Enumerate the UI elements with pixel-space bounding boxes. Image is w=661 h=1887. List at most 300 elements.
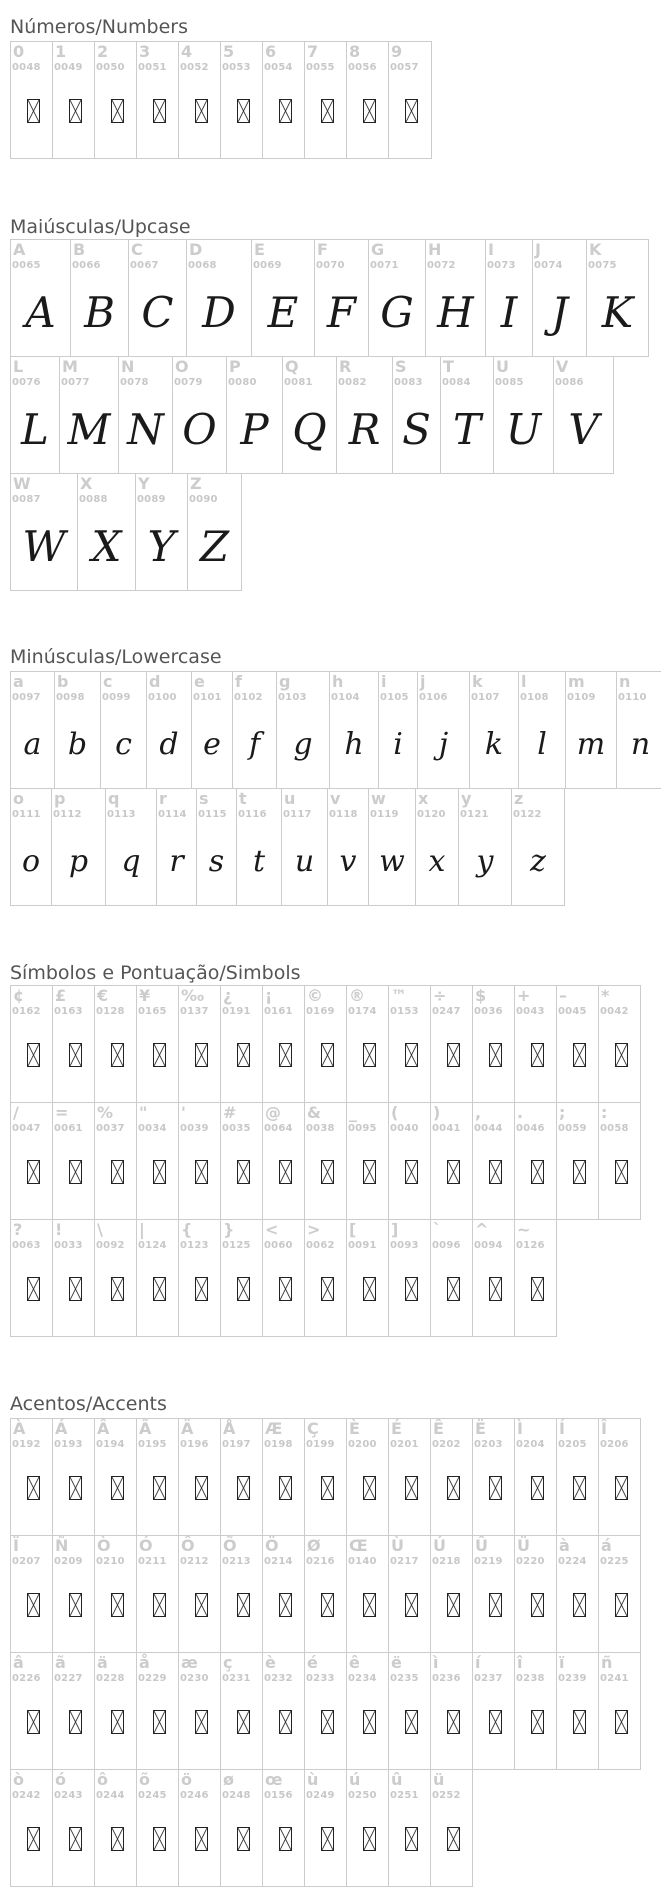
missing-glyph-icon [237, 1593, 250, 1617]
glyph-row [10, 671, 661, 788]
glyph-character-label: á [601, 1536, 612, 1555]
missing-glyph-icon [279, 1277, 292, 1301]
glyph-character-label: Ê [433, 1419, 444, 1438]
glyph-character-label: = [55, 1103, 69, 1122]
glyph-character-label: Ö [265, 1536, 279, 1555]
glyph-cell [262, 1769, 305, 1887]
missing-glyph-icon [153, 1043, 166, 1067]
glyph-code-label: 0246 [180, 1790, 209, 1801]
glyph-character-label: : [601, 1103, 608, 1122]
glyph-cell [329, 671, 379, 789]
glyph-cell [220, 1102, 263, 1220]
missing-glyph-icon [27, 1476, 40, 1500]
glyph-character-label: F [317, 240, 328, 259]
glyph-character-label: ¿ [223, 986, 233, 1005]
glyph-row [10, 985, 640, 1102]
missing-glyph-icon [27, 1043, 40, 1067]
glyph-character-label: ¡ [265, 986, 273, 1005]
missing-glyph-icon [363, 1476, 376, 1500]
glyph-sample: q [121, 843, 141, 879]
glyph-character-label: ÷ [433, 986, 447, 1005]
glyph-code-label: 0066 [72, 260, 101, 271]
glyph-code-label: 0243 [54, 1790, 83, 1801]
glyph-cell [378, 671, 418, 789]
glyph-code-label: 0040 [390, 1123, 419, 1134]
glyph-sample: F [326, 287, 357, 337]
glyph-character-label: @ [265, 1103, 281, 1122]
missing-glyph-icon [69, 1827, 82, 1851]
missing-glyph-icon [69, 1043, 82, 1067]
missing-glyph-icon [195, 1160, 208, 1184]
missing-glyph-icon [405, 1160, 418, 1184]
glyph-cell [51, 788, 106, 906]
glyph-cell [262, 1535, 305, 1653]
glyph-cell [304, 41, 347, 159]
missing-glyph-icon [153, 99, 166, 123]
glyph-code-label: 0161 [264, 1006, 293, 1017]
glyph-code-label: 0232 [264, 1673, 293, 1684]
glyph-character-label: û [391, 1770, 403, 1789]
glyph-code-label: 0234 [348, 1673, 377, 1684]
section-title-accents: Acentos/Accents [10, 1392, 167, 1415]
glyph-code-label: 0048 [12, 62, 41, 73]
glyph-code-label: 0125 [222, 1240, 251, 1251]
glyph-code-label: 0108 [520, 692, 549, 703]
glyph-character-label: K [589, 240, 602, 259]
glyph-code-label: 0169 [306, 1006, 335, 1017]
glyph-character-label: G [371, 240, 385, 259]
glyph-code-label: 0235 [390, 1673, 419, 1684]
glyph-code-label: 0089 [137, 494, 166, 505]
glyph-code-label: 0098 [56, 692, 85, 703]
glyph-character-label: + [517, 986, 531, 1005]
glyph-code-label: 0081 [284, 377, 313, 388]
glyph-code-label: 0039 [180, 1123, 209, 1134]
glyph-code-label: 0218 [432, 1556, 461, 1567]
glyph-code-label: 0099 [102, 692, 131, 703]
missing-glyph-icon [363, 1593, 376, 1617]
glyph-cell [10, 356, 60, 474]
glyph-cell [598, 1652, 641, 1770]
glyph-cell [472, 1652, 515, 1770]
missing-glyph-icon [237, 1277, 250, 1301]
glyph-character-label: > [307, 1220, 321, 1239]
glyph-character-label: n [619, 672, 631, 691]
glyph-character-label: 9 [391, 42, 403, 61]
glyph-cell [226, 356, 283, 474]
glyph-cell [236, 788, 282, 906]
glyph-cell [136, 1219, 179, 1337]
glyph-sample: J [551, 287, 568, 337]
glyph-cell [388, 1535, 431, 1653]
glyph-character-label: ô [97, 1770, 108, 1789]
glyph-code-label: 0047 [12, 1123, 41, 1134]
section-title-symbols: Símbolos e Pontuação/Simbols [10, 961, 301, 984]
glyph-cell [327, 788, 369, 906]
glyph-character-label: Ç [307, 1419, 319, 1438]
missing-glyph-icon [27, 1710, 40, 1734]
glyph-cell [94, 985, 137, 1103]
glyph-character-label: ® [349, 986, 365, 1005]
glyph-cell [430, 1418, 473, 1536]
glyph-cell [598, 1418, 641, 1536]
glyph-cell [10, 985, 53, 1103]
glyph-cell [136, 1652, 179, 1770]
glyph-character-label: \ [97, 1220, 103, 1239]
glyph-cell [586, 239, 649, 357]
glyph-code-label: 0247 [432, 1006, 461, 1017]
missing-glyph-icon [447, 1827, 460, 1851]
glyph-cell [304, 1102, 347, 1220]
glyph-character-label: ~ [517, 1220, 531, 1239]
glyph-cell [156, 788, 197, 906]
glyph-character-label: A [13, 240, 26, 259]
glyph-character-label: Û [475, 1536, 488, 1555]
glyph-sample: n [630, 726, 651, 762]
missing-glyph-icon [153, 1710, 166, 1734]
glyph-row [10, 1418, 640, 1535]
glyph-cell [388, 1418, 431, 1536]
missing-glyph-icon [321, 1593, 334, 1617]
missing-glyph-icon [69, 1476, 82, 1500]
glyph-sample: G [380, 287, 414, 337]
glyph-character-label: c [103, 672, 113, 691]
glyph-code-label: 0245 [138, 1790, 167, 1801]
glyph-character-label: v [330, 789, 341, 808]
glyph-cell [388, 1769, 431, 1887]
glyph-cell [94, 41, 137, 159]
glyph-cell [232, 671, 277, 789]
glyph-cell [262, 1219, 305, 1337]
missing-glyph-icon [111, 1827, 124, 1851]
glyph-code-label: 0120 [417, 809, 446, 820]
glyph-code-label: 0198 [264, 1439, 293, 1450]
glyph-cell [556, 1418, 599, 1536]
glyph-code-label: 0095 [348, 1123, 377, 1134]
glyph-sample: c [115, 726, 132, 762]
glyph-character-label: R [339, 357, 352, 376]
glyph-code-label: 0121 [460, 809, 489, 820]
glyph-cell [178, 1535, 221, 1653]
glyph-cell [262, 1652, 305, 1770]
missing-glyph-icon [531, 1277, 544, 1301]
glyph-cell [388, 1219, 431, 1337]
missing-glyph-icon [279, 1043, 292, 1067]
glyph-code-label: 0042 [600, 1006, 629, 1017]
glyph-character-label: Î [601, 1419, 607, 1438]
glyph-cell [304, 1418, 347, 1536]
glyph-character-label: Õ [223, 1536, 237, 1555]
glyph-code-label: 0113 [107, 809, 136, 820]
glyph-sample: p [68, 843, 89, 879]
glyph-code-label: 0201 [390, 1439, 419, 1450]
missing-glyph-icon [405, 1593, 418, 1617]
glyph-character-label: M [62, 357, 78, 376]
glyph-code-label: 0054 [264, 62, 293, 73]
glyph-cell [52, 1535, 95, 1653]
glyph-cell [262, 41, 305, 159]
glyph-code-label: 0111 [12, 809, 41, 820]
missing-glyph-icon [531, 1476, 544, 1500]
glyph-sample: W [22, 521, 66, 571]
glyph-code-label: 0231 [222, 1673, 251, 1684]
glyph-character-label: ç [223, 1653, 233, 1672]
glyph-sample: S [402, 404, 431, 454]
glyph-sample: i [393, 726, 403, 762]
glyph-cell [598, 1535, 641, 1653]
glyph-cell [493, 356, 554, 474]
glyph-cell [220, 41, 263, 159]
missing-glyph-icon [363, 1160, 376, 1184]
missing-glyph-icon [573, 1593, 586, 1617]
missing-glyph-icon [69, 1277, 82, 1301]
glyph-character-label: I [488, 240, 494, 259]
glyph-code-label: 0117 [283, 809, 312, 820]
glyph-character-label: à [559, 1536, 570, 1555]
missing-glyph-icon [279, 1160, 292, 1184]
missing-glyph-icon [195, 99, 208, 123]
glyph-code-label: 0055 [306, 62, 335, 73]
missing-glyph-icon [237, 1710, 250, 1734]
glyph-code-label: 0214 [264, 1556, 293, 1567]
glyph-character-label: ! [55, 1220, 63, 1239]
glyph-code-label: 0094 [474, 1240, 503, 1251]
glyph-code-label: 0103 [278, 692, 307, 703]
glyph-code-label: 0065 [12, 260, 41, 271]
glyph-code-label: 0116 [238, 809, 267, 820]
glyph-cell [616, 671, 661, 789]
glyph-code-label: 0163 [54, 1006, 83, 1017]
glyph-cell [10, 788, 52, 906]
glyph-code-label: 0045 [558, 1006, 587, 1017]
glyph-code-label: 0096 [432, 1240, 461, 1251]
glyph-code-label: 0051 [138, 62, 167, 73]
glyph-code-label: 0162 [12, 1006, 41, 1017]
glyph-sample: B [84, 287, 115, 337]
glyph-code-label: 0126 [516, 1240, 545, 1251]
glyph-character-label: % [97, 1103, 114, 1122]
glyph-character-label: Ì [517, 1419, 523, 1438]
glyph-cell [388, 1102, 431, 1220]
missing-glyph-icon [27, 1277, 40, 1301]
glyph-code-label: 0153 [390, 1006, 419, 1017]
glyph-cell [565, 671, 617, 789]
glyph-character-label: À [13, 1419, 26, 1438]
glyph-cell [336, 356, 393, 474]
glyph-character-label: Ù [391, 1536, 404, 1555]
glyph-cell [514, 1219, 557, 1337]
glyph-sample: y [476, 843, 494, 879]
glyph-cell [135, 473, 188, 591]
glyph-cell [118, 356, 173, 474]
glyph-character-label: ) [433, 1103, 441, 1122]
glyph-cell [178, 1769, 221, 1887]
glyph-cell [10, 1418, 53, 1536]
glyph-character-label: € [97, 986, 109, 1005]
glyph-character-label: Ü [517, 1536, 530, 1555]
glyph-code-label: 0085 [495, 377, 524, 388]
missing-glyph-icon [363, 1277, 376, 1301]
glyph-cell [415, 788, 459, 906]
glyph-code-label: 0071 [370, 260, 399, 271]
glyph-cell [388, 985, 431, 1103]
glyph-cell [304, 985, 347, 1103]
glyph-character-label: ò [13, 1770, 24, 1789]
glyph-character-label: [ [349, 1220, 357, 1239]
missing-glyph-icon [321, 1160, 334, 1184]
missing-glyph-icon [153, 1593, 166, 1617]
glyph-code-label: 0052 [180, 62, 209, 73]
glyph-cell [52, 1102, 95, 1220]
glyph-character-label: N [121, 357, 135, 376]
glyph-character-label: å [139, 1653, 150, 1672]
missing-glyph-icon [615, 1160, 628, 1184]
missing-glyph-icon [237, 1043, 250, 1067]
missing-glyph-icon [615, 1043, 628, 1067]
missing-glyph-icon [531, 1710, 544, 1734]
missing-glyph-icon [27, 1593, 40, 1617]
glyph-character-label: ú [349, 1770, 361, 1789]
glyph-code-label: 0100 [148, 692, 177, 703]
glyph-cell [52, 1418, 95, 1536]
glyph-code-label: 0046 [516, 1123, 545, 1134]
glyph-cell [178, 1418, 221, 1536]
glyph-cell [10, 1102, 53, 1220]
glyph-code-label: 0087 [12, 494, 41, 505]
glyph-code-label: 0238 [516, 1673, 545, 1684]
glyph-cell [388, 1652, 431, 1770]
glyph-cell [282, 356, 337, 474]
glyph-code-label: 0101 [193, 692, 222, 703]
glyph-cell [553, 356, 614, 474]
glyph-code-label: 0250 [348, 1790, 377, 1801]
glyph-cell [304, 1652, 347, 1770]
glyph-character-label: w [371, 789, 386, 808]
glyph-cell [187, 473, 242, 591]
glyph-code-label: 0174 [348, 1006, 377, 1017]
glyph-cell [59, 356, 119, 474]
glyph-character-label: J [535, 240, 541, 259]
missing-glyph-icon [489, 1043, 502, 1067]
glyph-character-label: P [229, 357, 241, 376]
glyph-cell [220, 1769, 263, 1887]
glyph-code-label: 0062 [306, 1240, 335, 1251]
glyph-sample: O [182, 404, 217, 454]
glyph-code-label: 0049 [54, 62, 83, 73]
glyph-sample: f [248, 726, 261, 762]
glyph-code-label: 0206 [600, 1439, 629, 1450]
glyph-code-label: 0053 [222, 62, 251, 73]
glyph-cell [598, 1102, 641, 1220]
missing-glyph-icon [447, 1710, 460, 1734]
glyph-cell [346, 1769, 389, 1887]
glyph-cell [10, 239, 71, 357]
glyph-code-label: 0067 [130, 260, 159, 271]
glyph-cell [472, 985, 515, 1103]
glyph-code-label: 0115 [198, 809, 227, 820]
glyph-code-label: 0216 [306, 1556, 335, 1567]
glyph-code-label: 0156 [264, 1790, 293, 1801]
glyph-character-label: E [254, 240, 265, 259]
glyph-code-label: 0072 [427, 260, 456, 271]
glyph-cell [346, 1652, 389, 1770]
missing-glyph-icon [195, 1277, 208, 1301]
glyph-code-label: 0060 [264, 1240, 293, 1251]
missing-glyph-icon [489, 1593, 502, 1617]
missing-glyph-icon [489, 1710, 502, 1734]
glyph-code-label: 0239 [558, 1673, 587, 1684]
glyph-character-label: k [472, 672, 483, 691]
glyph-sample: r [169, 843, 184, 879]
glyph-code-label: 0044 [474, 1123, 503, 1134]
glyph-cell [425, 239, 486, 357]
glyph-character-label: ù [307, 1770, 319, 1789]
glyph-code-label: 0114 [158, 809, 187, 820]
glyph-code-label: 0194 [96, 1439, 125, 1450]
glyph-character-label: ë [391, 1653, 402, 1672]
glyph-character-label: ‰ [181, 986, 205, 1005]
glyph-character-label: X [80, 474, 93, 493]
glyph-code-label: 0038 [306, 1123, 335, 1134]
glyph-code-label: 0107 [471, 692, 500, 703]
glyph-cell [262, 985, 305, 1103]
missing-glyph-icon [405, 1827, 418, 1851]
glyph-character-label: C [131, 240, 143, 259]
glyph-character-label: 5 [223, 42, 235, 61]
glyph-character-label: 1 [55, 42, 67, 61]
missing-glyph-icon [111, 1043, 124, 1067]
glyph-cell [251, 239, 315, 357]
glyph-cell [10, 671, 55, 789]
glyph-code-label: 0118 [329, 809, 358, 820]
glyph-code-label: 0249 [306, 1790, 335, 1801]
section-title-lowercase: Minúsculas/Lowercase [10, 645, 222, 668]
glyph-cell [52, 1652, 95, 1770]
glyph-character-label: ì [433, 1653, 439, 1672]
missing-glyph-icon [27, 1160, 40, 1184]
glyph-code-label: 0227 [54, 1673, 83, 1684]
glyph-code-label: 0210 [96, 1556, 125, 1567]
glyph-cell [52, 985, 95, 1103]
glyph-code-label: 0204 [516, 1439, 545, 1450]
glyph-character-label: £ [55, 986, 67, 1005]
glyph-code-label: 0109 [567, 692, 596, 703]
glyph-cell [346, 1102, 389, 1220]
glyph-character-label: æ [181, 1653, 198, 1672]
glyph-code-label: 0202 [432, 1439, 461, 1450]
glyph-character-label: r [159, 789, 167, 808]
glyph-cell [458, 788, 512, 906]
glyph-character-label: ¢ [13, 986, 25, 1005]
glyph-character-label: Ô [181, 1536, 195, 1555]
glyph-cell [262, 1102, 305, 1220]
glyph-character-label: s [199, 789, 209, 808]
glyph-row [10, 788, 564, 905]
glyph-sample: Z [199, 521, 230, 571]
glyph-character-label: t [239, 789, 247, 808]
glyph-character-label: Ó [139, 1536, 153, 1555]
glyph-character-label: Q [285, 357, 299, 376]
glyph-cell [136, 41, 179, 159]
glyph-sample: u [294, 843, 315, 879]
glyph-character-label: – [559, 986, 567, 1005]
missing-glyph-icon [111, 1476, 124, 1500]
missing-glyph-icon [321, 1277, 334, 1301]
glyph-character-label: Ò [97, 1536, 111, 1555]
glyph-character-label: í [475, 1653, 481, 1672]
glyph-cell [472, 1102, 515, 1220]
glyph-character-label: Ã [139, 1419, 152, 1438]
